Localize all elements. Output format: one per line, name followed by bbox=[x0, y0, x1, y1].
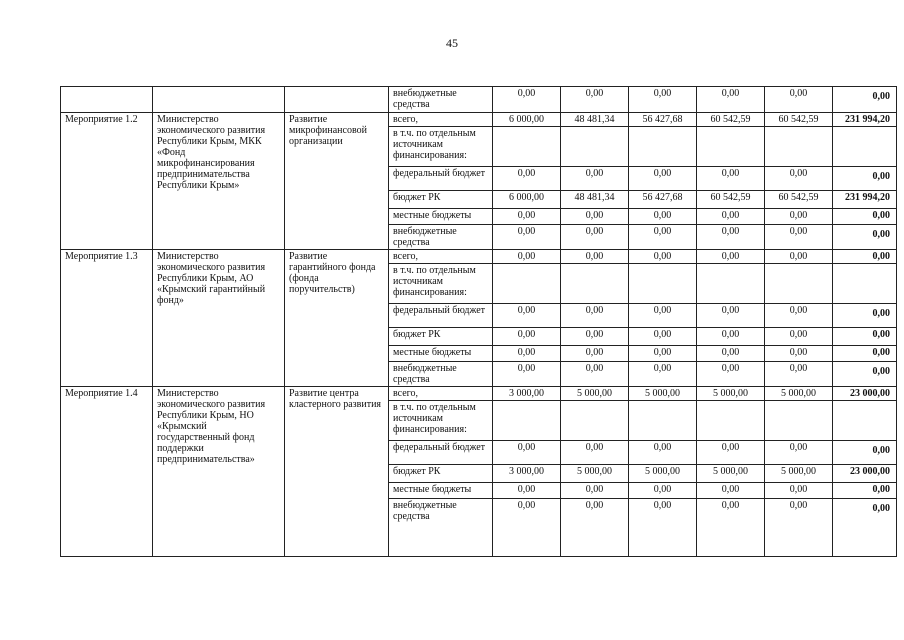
value-cell: 0,00 bbox=[765, 362, 833, 387]
value-cell: 0,00 bbox=[629, 328, 697, 346]
value-cell: 48 481,34 bbox=[561, 113, 629, 127]
source-cell: бюджет РК bbox=[389, 465, 493, 483]
value-cell: 0,00 bbox=[561, 167, 629, 191]
value-cell bbox=[765, 127, 833, 167]
value-cell: 0,00 bbox=[493, 499, 561, 557]
value-cell: 5 000,00 bbox=[561, 465, 629, 483]
source-cell: местные бюджеты bbox=[389, 346, 493, 362]
measure-cell bbox=[61, 87, 153, 113]
value-cell: 0,00 bbox=[765, 225, 833, 250]
value-cell: 0,00 bbox=[697, 483, 765, 499]
value-cell: 0,00 bbox=[697, 362, 765, 387]
value-cell: 5 000,00 bbox=[765, 465, 833, 483]
value-cell bbox=[561, 127, 629, 167]
value-cell: 0,00 bbox=[765, 346, 833, 362]
table-row bbox=[61, 113, 897, 127]
value-cell: 5 000,00 bbox=[697, 465, 765, 483]
value-cell: 3 000,00 bbox=[493, 387, 561, 401]
value-cell: 0,00 bbox=[629, 441, 697, 465]
total-cell: 0,00 bbox=[833, 346, 897, 362]
total-cell: 23 000,00 bbox=[833, 465, 897, 483]
source-cell: в т.ч. по отдельным источникам финансирования: bbox=[389, 264, 493, 304]
value-cell: 0,00 bbox=[629, 483, 697, 499]
value-cell: 0,00 bbox=[561, 250, 629, 264]
value-cell: 0,00 bbox=[697, 87, 765, 113]
value-cell bbox=[765, 264, 833, 304]
value-cell: 0,00 bbox=[561, 362, 629, 387]
value-cell: 0,00 bbox=[493, 304, 561, 328]
value-cell: 0,00 bbox=[765, 250, 833, 264]
value-cell: 0,00 bbox=[493, 346, 561, 362]
value-cell: 0,00 bbox=[561, 346, 629, 362]
value-cell bbox=[629, 127, 697, 167]
total-cell bbox=[833, 401, 897, 441]
value-cell: 0,00 bbox=[561, 328, 629, 346]
total-cell: 0,00 bbox=[833, 304, 897, 328]
value-cell: 0,00 bbox=[493, 441, 561, 465]
table-row bbox=[61, 387, 897, 401]
source-cell: федеральный бюджет bbox=[389, 441, 493, 465]
value-cell: 6 000,00 bbox=[493, 191, 561, 209]
table-row bbox=[61, 87, 897, 113]
value-cell: 0,00 bbox=[493, 362, 561, 387]
executor-cell: Министерство экономического развития Республики Крым, НО «Крымский государственный фонд поддержки предпринимательства» bbox=[153, 387, 285, 557]
value-cell: 0,00 bbox=[697, 441, 765, 465]
value-cell: 0,00 bbox=[629, 346, 697, 362]
value-cell bbox=[493, 401, 561, 441]
value-cell bbox=[561, 264, 629, 304]
value-cell: 3 000,00 bbox=[493, 465, 561, 483]
value-cell bbox=[697, 401, 765, 441]
source-cell: всего, bbox=[389, 113, 493, 127]
value-cell: 0,00 bbox=[493, 209, 561, 225]
total-cell bbox=[833, 127, 897, 167]
value-cell: 0,00 bbox=[697, 250, 765, 264]
value-cell: 0,00 bbox=[765, 441, 833, 465]
value-cell: 0,00 bbox=[493, 87, 561, 113]
value-cell: 0,00 bbox=[493, 225, 561, 250]
source-cell: местные бюджеты bbox=[389, 209, 493, 225]
value-cell: 0,00 bbox=[765, 167, 833, 191]
value-cell bbox=[561, 401, 629, 441]
value-cell: 0,00 bbox=[493, 167, 561, 191]
total-cell: 0,00 bbox=[833, 87, 897, 113]
source-cell: внебюджетные средства bbox=[389, 362, 493, 387]
value-cell: 0,00 bbox=[697, 328, 765, 346]
value-cell bbox=[493, 127, 561, 167]
purpose-cell: Развитие гарантийного фонда (фонда поручительств) bbox=[285, 250, 389, 387]
value-cell: 0,00 bbox=[629, 250, 697, 264]
source-cell: внебюджетные средства bbox=[389, 499, 493, 557]
value-cell: 0,00 bbox=[697, 346, 765, 362]
total-cell: 0,00 bbox=[833, 250, 897, 264]
value-cell: 0,00 bbox=[561, 499, 629, 557]
source-cell: всего, bbox=[389, 387, 493, 401]
value-cell: 0,00 bbox=[765, 499, 833, 557]
source-cell: бюджет РК bbox=[389, 191, 493, 209]
value-cell: 0,00 bbox=[561, 441, 629, 465]
page-number: 45 bbox=[446, 36, 458, 50]
total-cell: 0,00 bbox=[833, 209, 897, 225]
total-cell: 0,00 bbox=[833, 441, 897, 465]
value-cell: 5 000,00 bbox=[561, 387, 629, 401]
total-cell: 23 000,00 bbox=[833, 387, 897, 401]
total-cell: 0,00 bbox=[833, 167, 897, 191]
total-cell: 0,00 bbox=[833, 483, 897, 499]
value-cell: 0,00 bbox=[561, 304, 629, 328]
total-cell: 0,00 bbox=[833, 225, 897, 250]
budget-table bbox=[60, 86, 897, 557]
value-cell bbox=[765, 401, 833, 441]
measure-label: Мероприятие 1.4 bbox=[61, 387, 153, 557]
value-cell: 0,00 bbox=[765, 87, 833, 113]
value-cell: 0,00 bbox=[629, 209, 697, 225]
value-cell: 5 000,00 bbox=[629, 465, 697, 483]
value-cell: 0,00 bbox=[629, 499, 697, 557]
source-cell: федеральный бюджет bbox=[389, 167, 493, 191]
executor-cell: Министерство экономического развития Республики Крым, АО «Крымский гарантийный фонд» bbox=[153, 250, 285, 387]
value-cell: 0,00 bbox=[629, 225, 697, 250]
value-cell bbox=[629, 401, 697, 441]
executor-cell bbox=[153, 87, 285, 113]
value-cell: 5 000,00 bbox=[765, 387, 833, 401]
source-cell: бюджет РК bbox=[389, 328, 493, 346]
value-cell: 0,00 bbox=[493, 250, 561, 264]
measure-label: Мероприятие 1.3 bbox=[61, 250, 153, 387]
value-cell: 5 000,00 bbox=[697, 387, 765, 401]
purpose-cell: Развитие центра кластерного развития bbox=[285, 387, 389, 557]
value-cell: 0,00 bbox=[765, 328, 833, 346]
value-cell: 0,00 bbox=[561, 225, 629, 250]
value-cell: 6 000,00 bbox=[493, 113, 561, 127]
value-cell: 48 481,34 bbox=[561, 191, 629, 209]
source-cell: федеральный бюджет bbox=[389, 304, 493, 328]
purpose-cell bbox=[285, 87, 389, 113]
value-cell: 60 542,59 bbox=[765, 191, 833, 209]
source-cell: внебюджетные средства bbox=[389, 225, 493, 250]
table-row bbox=[61, 250, 897, 264]
value-cell: 0,00 bbox=[493, 328, 561, 346]
value-cell: 56 427,68 bbox=[629, 113, 697, 127]
total-cell: 0,00 bbox=[833, 362, 897, 387]
value-cell: 0,00 bbox=[765, 483, 833, 499]
value-cell: 0,00 bbox=[629, 304, 697, 328]
purpose-cell: Развитие микрофинансовой организации bbox=[285, 113, 389, 250]
value-cell: 0,00 bbox=[697, 499, 765, 557]
executor-cell: Министерство экономического развития Республики Крым, МКК «Фонд микрофинансирования предпринимательства Республики Крым» bbox=[153, 113, 285, 250]
value-cell bbox=[493, 264, 561, 304]
source-cell: местные бюджеты bbox=[389, 483, 493, 499]
value-cell: 0,00 bbox=[697, 167, 765, 191]
value-cell: 0,00 bbox=[629, 362, 697, 387]
value-cell: 0,00 bbox=[697, 209, 765, 225]
value-cell: 0,00 bbox=[561, 87, 629, 113]
value-cell bbox=[697, 127, 765, 167]
value-cell: 0,00 bbox=[765, 304, 833, 328]
total-cell: 231 994,20 bbox=[833, 191, 897, 209]
value-cell: 0,00 bbox=[697, 225, 765, 250]
value-cell: 0,00 bbox=[765, 209, 833, 225]
value-cell bbox=[629, 264, 697, 304]
total-cell: 0,00 bbox=[833, 499, 897, 557]
measure-label: Мероприятие 1.2 bbox=[61, 113, 153, 250]
value-cell: 5 000,00 bbox=[629, 387, 697, 401]
value-cell: 56 427,68 bbox=[629, 191, 697, 209]
source-cell: всего, bbox=[389, 250, 493, 264]
source-cell: в т.ч. по отдельным источникам финансирования: bbox=[389, 127, 493, 167]
total-cell: 231 994,20 bbox=[833, 113, 897, 127]
value-cell: 0,00 bbox=[561, 483, 629, 499]
value-cell: 0,00 bbox=[493, 483, 561, 499]
source-cell: в т.ч. по отдельным источникам финансирования: bbox=[389, 401, 493, 441]
total-cell: 0,00 bbox=[833, 328, 897, 346]
source-cell: внебюджетные средства bbox=[389, 87, 493, 113]
value-cell: 60 542,59 bbox=[697, 113, 765, 127]
value-cell: 0,00 bbox=[629, 87, 697, 113]
value-cell: 0,00 bbox=[697, 304, 765, 328]
value-cell: 0,00 bbox=[561, 209, 629, 225]
value-cell bbox=[697, 264, 765, 304]
value-cell: 60 542,59 bbox=[697, 191, 765, 209]
value-cell: 60 542,59 bbox=[765, 113, 833, 127]
total-cell bbox=[833, 264, 897, 304]
value-cell: 0,00 bbox=[629, 167, 697, 191]
